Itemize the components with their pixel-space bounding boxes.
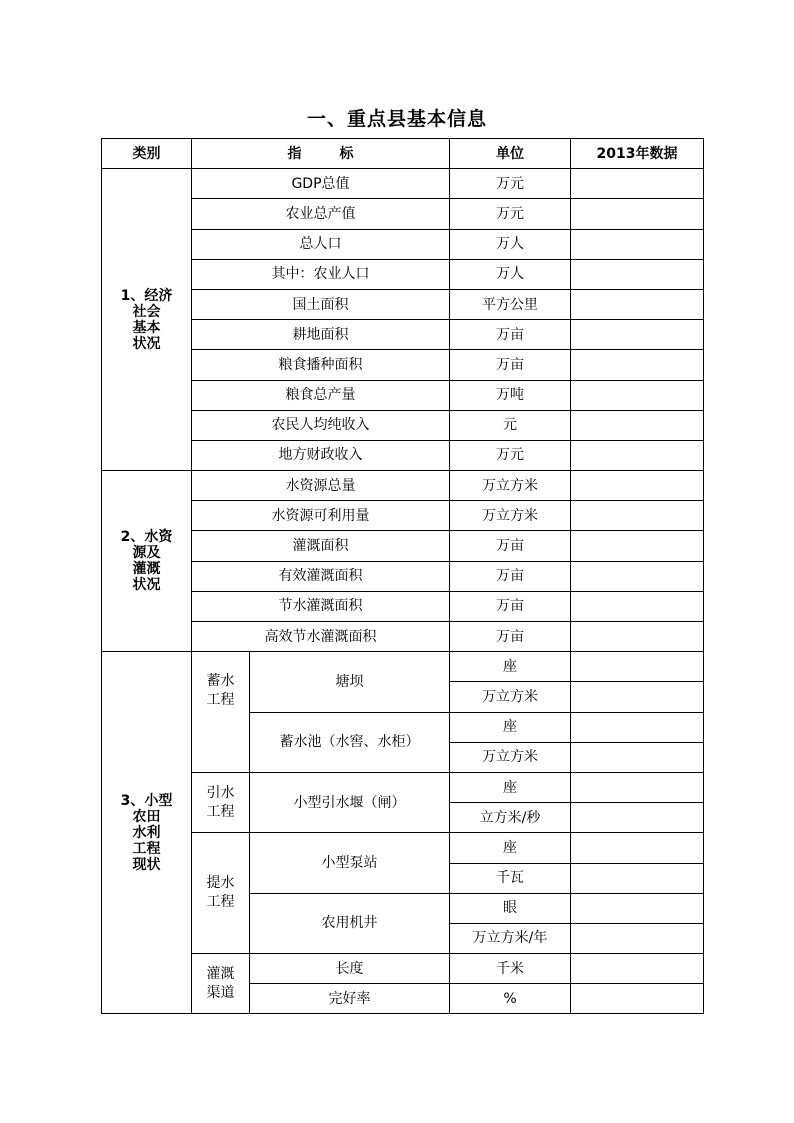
category-economy-society: 1、经济 社会 基本 状况 <box>102 169 192 471</box>
data-input-cell[interactable] <box>571 350 704 380</box>
table-row <box>102 561 704 591</box>
table-row <box>102 471 704 501</box>
table-row <box>102 622 704 652</box>
table-row <box>102 410 704 440</box>
data-input-cell[interactable] <box>571 410 704 440</box>
unit-cell: 万吨 <box>450 380 571 410</box>
group-irrigation-canals: 灌溉 渠道 <box>192 954 250 1014</box>
group-storage-works: 蓄水 工程 <box>192 652 250 773</box>
unit-cell: 万人 <box>450 259 571 289</box>
data-input-cell[interactable] <box>571 591 704 621</box>
header-category: 类别 <box>102 139 192 169</box>
table-row <box>102 954 704 984</box>
data-input-cell[interactable] <box>571 742 704 772</box>
indicator-cell: 地方财政收入 <box>192 440 450 470</box>
unit-cell: % <box>450 984 571 1014</box>
unit-cell: 万亩 <box>450 531 571 561</box>
table-row <box>102 169 704 199</box>
data-input-cell[interactable] <box>571 954 704 984</box>
header-year-data: 2013年数据 <box>571 139 704 169</box>
data-input-cell[interactable] <box>571 893 704 923</box>
unit-cell: 座 <box>450 652 571 682</box>
unit-cell: 万立方米 <box>450 501 571 531</box>
indicator-cell: 灌溉面积 <box>192 531 450 561</box>
data-input-cell[interactable] <box>571 320 704 350</box>
data-input-cell[interactable] <box>571 229 704 259</box>
category-water-resources: 2、水资 源及 灌溉 状况 <box>102 471 192 652</box>
unit-cell: 元 <box>450 410 571 440</box>
data-input-cell[interactable] <box>571 501 704 531</box>
indicator-cell: 国土面积 <box>192 289 450 319</box>
data-input-cell[interactable] <box>571 289 704 319</box>
table-row <box>102 259 704 289</box>
data-input-cell[interactable] <box>571 984 704 1014</box>
unit-cell: 万立方米/年 <box>450 923 571 953</box>
data-input-cell[interactable] <box>571 440 704 470</box>
unit-cell: 座 <box>450 772 571 802</box>
table-row <box>102 591 704 621</box>
table-row <box>102 531 704 561</box>
unit-cell: 万立方米 <box>450 682 571 712</box>
unit-cell: 万亩 <box>450 561 571 591</box>
data-input-cell[interactable] <box>571 863 704 893</box>
indicator-cell: 粮食总产量 <box>192 380 450 410</box>
unit-cell: 万元 <box>450 199 571 229</box>
data-input-cell[interactable] <box>571 772 704 802</box>
unit-cell: 万立方米 <box>450 742 571 772</box>
unit-cell: 千瓦 <box>450 863 571 893</box>
indicator-cell: GDP总值 <box>192 169 450 199</box>
unit-cell: 万亩 <box>450 591 571 621</box>
indicator-cell: 农民人均纯收入 <box>192 410 450 440</box>
data-input-cell[interactable] <box>571 833 704 863</box>
item-name-cell: 农用机井 <box>250 893 450 953</box>
item-name-cell: 塘坝 <box>250 652 450 712</box>
table-row <box>102 350 704 380</box>
unit-cell: 眼 <box>450 893 571 923</box>
unit-cell: 座 <box>450 712 571 742</box>
table-row <box>102 289 704 319</box>
unit-cell: 立方米/秒 <box>450 803 571 833</box>
table-row <box>102 501 704 531</box>
table-row <box>102 199 704 229</box>
header-unit: 单位 <box>450 139 571 169</box>
table-row <box>102 229 704 259</box>
indicator-cell: 高效节水灌溉面积 <box>192 622 450 652</box>
group-pumping-works: 提水 工程 <box>192 833 250 954</box>
data-input-cell[interactable] <box>571 803 704 833</box>
page-title: 一、重点县基本信息 <box>306 108 487 130</box>
item-name-cell: 小型引水堰（闸） <box>250 772 450 832</box>
indicator-cell: 节水灌溉面积 <box>192 591 450 621</box>
data-input-cell[interactable] <box>571 561 704 591</box>
unit-cell: 千米 <box>450 954 571 984</box>
unit-cell: 平方公里 <box>450 289 571 319</box>
item-name-cell: 完好率 <box>250 984 450 1014</box>
item-name-cell: 长度 <box>250 954 450 984</box>
header-indicator: 指 标 <box>192 139 450 169</box>
indicator-cell: 水资源可利用量 <box>192 501 450 531</box>
indicator-cell: 有效灌溉面积 <box>192 561 450 591</box>
unit-cell: 万元 <box>450 169 571 199</box>
item-name-cell: 小型泵站 <box>250 833 450 893</box>
data-input-cell[interactable] <box>571 199 704 229</box>
data-input-cell[interactable] <box>571 471 704 501</box>
unit-cell: 万立方米 <box>450 471 571 501</box>
indicator-cell: 农业总产值 <box>192 199 450 229</box>
unit-cell: 万元 <box>450 440 571 470</box>
data-input-cell[interactable] <box>571 923 704 953</box>
unit-cell: 万亩 <box>450 622 571 652</box>
data-input-cell[interactable] <box>571 531 704 561</box>
data-input-cell[interactable] <box>571 682 704 712</box>
data-input-cell[interactable] <box>571 169 704 199</box>
item-name-cell: 蓄水池（水窖、水柜） <box>250 712 450 772</box>
table-header-row <box>102 139 704 169</box>
unit-cell: 万亩 <box>450 320 571 350</box>
group-diversion-works: 引水 工程 <box>192 772 250 832</box>
unit-cell: 万亩 <box>450 350 571 380</box>
unit-cell: 座 <box>450 833 571 863</box>
table-row <box>102 320 704 350</box>
data-input-cell[interactable] <box>571 712 704 742</box>
data-input-cell[interactable] <box>571 380 704 410</box>
table-row <box>102 833 704 863</box>
indicator-cell: 耕地面积 <box>192 320 450 350</box>
indicator-cell: 总人口 <box>192 229 450 259</box>
indicator-cell: 粮食播种面积 <box>192 350 450 380</box>
data-input-cell[interactable] <box>571 259 704 289</box>
category-small-farmland-water: 3、小型 农田 水利 工程 现状 <box>102 652 192 1014</box>
table-row <box>102 440 704 470</box>
indicator-cell: 水资源总量 <box>192 471 450 501</box>
data-input-cell[interactable] <box>571 652 704 682</box>
indicator-cell: 其中：农业人口 <box>192 259 450 289</box>
table-row <box>102 772 704 802</box>
table-row <box>102 380 704 410</box>
basic-info-table <box>101 138 704 1014</box>
unit-cell: 万人 <box>450 229 571 259</box>
table-row <box>102 652 704 682</box>
data-input-cell[interactable] <box>571 622 704 652</box>
